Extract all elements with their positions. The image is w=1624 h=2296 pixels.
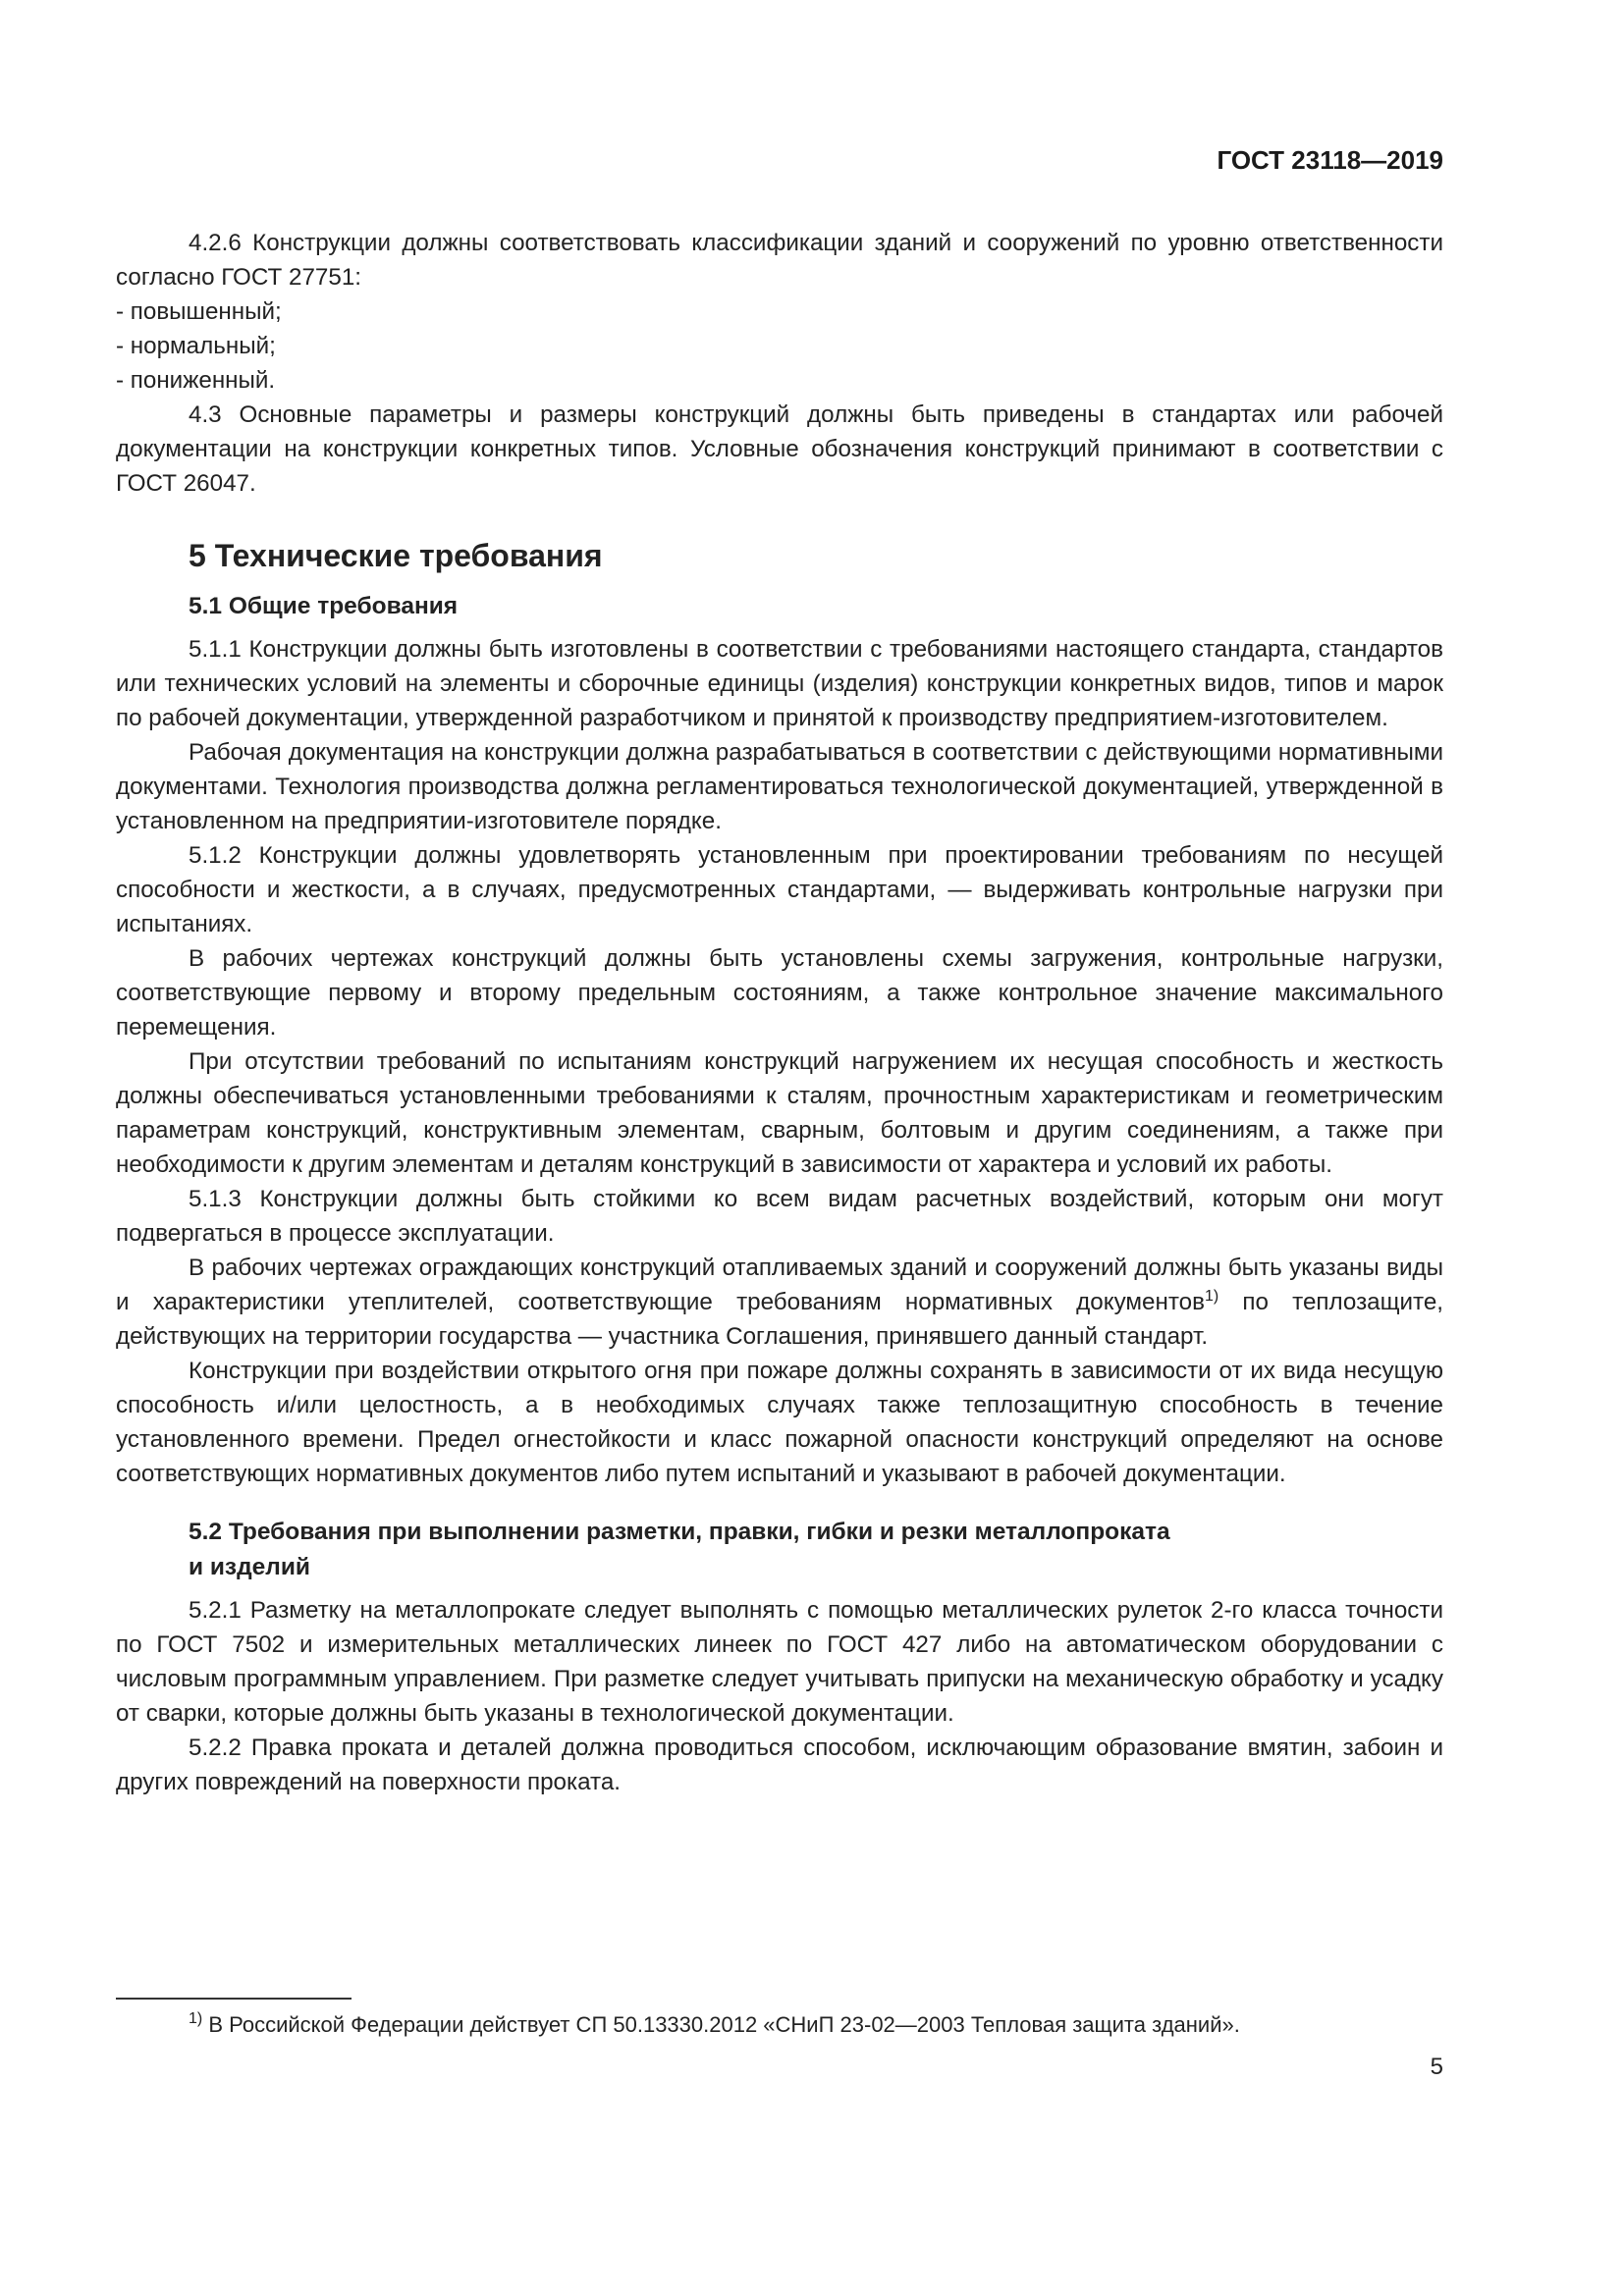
paragraph-5-1-1-b: Рабочая документация на конструкции должна разрабатываться в соответствии с действующими нормативными документами. Технология производства должна регламентироваться технологической документацией, утвержденной в установленном на предприятии-изготовителе порядке.	[116, 739, 1443, 834]
section-5-2-heading-line2: и изделий	[189, 1554, 310, 1580]
paragraph-5-2-2: 5.2.2 Правка проката и деталей должна проводиться способом, исключающим образование вмятин, забоин и других повреждений на поверхности проката.	[116, 1735, 1443, 1795]
paragraph-text: по теплозащите, действующих на территории государства — участника Соглашения, принявшего данный стандарт.	[116, 1289, 1444, 1350]
paragraph-5-1-3-c: Конструкции при воздействии открытого огня при пожаре должны сохранять в зависимости от их вида несущую способность и/или целостность, а в необходимых случаях также теплозащитную способность в течение установленного времени. Предел огнестойкости и класс пожарной опасности конструкций определяют на основе соответствующих нормативных документов либо путем испытаний и указывают в рабочей документации.	[116, 1358, 1443, 1487]
paragraph-4-3: 4.3 Основные параметры и размеры конструкций должны быть приведены в стандартах или рабочей документации на конструкции конкретных типов. Условные обозначения конструкций принимают в соответствии с ГОСТ 26047.	[116, 401, 1443, 497]
paragraph-5-1-2-b: В рабочих чертежах конструкций должны быть установлены схемы загружения, контрольные нагрузки, соответствующие первому и второму предельным состояниям, а также контрольное значение максимального перемещения.	[116, 945, 1443, 1041]
paragraph-5-2-1: 5.2.1 Разметку на металлопрокате следует выполнять с помощью металлических рулеток 2-го класса точности по ГОСТ 7502 и измерительных металлических линеек по ГОСТ 427 либо на автоматическом оборудовании с числовым программным управлением. При разметке следует учитывать припуски на механическую обработку и усадку от сварки, которые должны быть указаны в технологической документации.	[116, 1597, 1443, 1727]
document-code: ГОСТ 23118—2019	[1217, 145, 1443, 175]
section-5-2-heading-line1: 5.2 Требования при выполнении разметки, правки, гибки и резки металлопроката	[189, 1519, 1170, 1545]
section-5-heading: 5 Технические требования	[189, 538, 603, 573]
paragraph-4-2-6: 4.2.6 Конструкции должны соответствовать классификации зданий и сооружений по уровню ответственности согласно ГОСТ 27751:	[116, 230, 1443, 291]
paragraph-5-1-2-c: При отсутствии требований по испытаниям конструкций нагружением их несущая способность и жесткость должны обеспечиваться установленными требованиями к сталям, прочностным характеристикам и геометрическим параметрам конструкций, конструктивным элементам, сварным, болтовым и другим соединениям, а также при необходимости к другим элементам и деталям конструкций в зависимости от характера и условий их работы.	[116, 1048, 1443, 1178]
paragraph-text: В рабочих чертежах ограждающих конструкций отапливаемых зданий и сооружений должны быть указаны виды и характеристики утеплителей, соответствующие требованиям нормативных документов	[116, 1255, 1443, 1315]
footnote-separator	[116, 1998, 352, 2000]
paragraph-5-1-2: 5.1.2 Конструкции должны удовлетворять установленным при проектировании требованиям по несущей способности и жесткости, а в случаях, предусмотренных стандартами, — выдерживать контрольные нагрузки при испытаниях.	[116, 842, 1443, 937]
paragraph-5-1-3-b	[116, 1251, 1443, 1354]
footnote-text: В Российской Федерации действует СП 50.13330.2012 «СНиП 23-02—2003 Тепловая защита зданий».	[202, 2012, 1240, 2037]
document-body	[116, 226, 1443, 1799]
section-5-2-heading	[189, 1515, 1443, 1585]
section-5-1-heading: 5.1 Общие требования	[189, 593, 459, 619]
footnote	[189, 2010, 1445, 2040]
paragraph-5-1-3: 5.1.3 Конструкции должны быть стойкими ко всем видам расчетных воздействий, которым они могут подвергаться в процессе эксплуатации.	[116, 1186, 1443, 1247]
list-item: - пониженный.	[116, 367, 276, 394]
footnote-mark: 1)	[189, 2010, 203, 2027]
footnote-reference[interactable]: 1)	[1204, 1288, 1219, 1305]
list-item: - повышенный;	[116, 298, 282, 325]
list-item: - нормальный;	[116, 333, 276, 359]
paragraph-5-1-1: 5.1.1 Конструкции должны быть изготовлены в соответствии с требованиями настоящего стандарта, стандартов или технических условий на элементы и сборочные единицы (изделия) конструкции конкретных видов, типов и марок по рабочей документации, утвержденной разработчиком и принятой к производству предприятием-изготовителем.	[116, 636, 1443, 731]
page-number: 5	[1430, 2054, 1443, 2080]
